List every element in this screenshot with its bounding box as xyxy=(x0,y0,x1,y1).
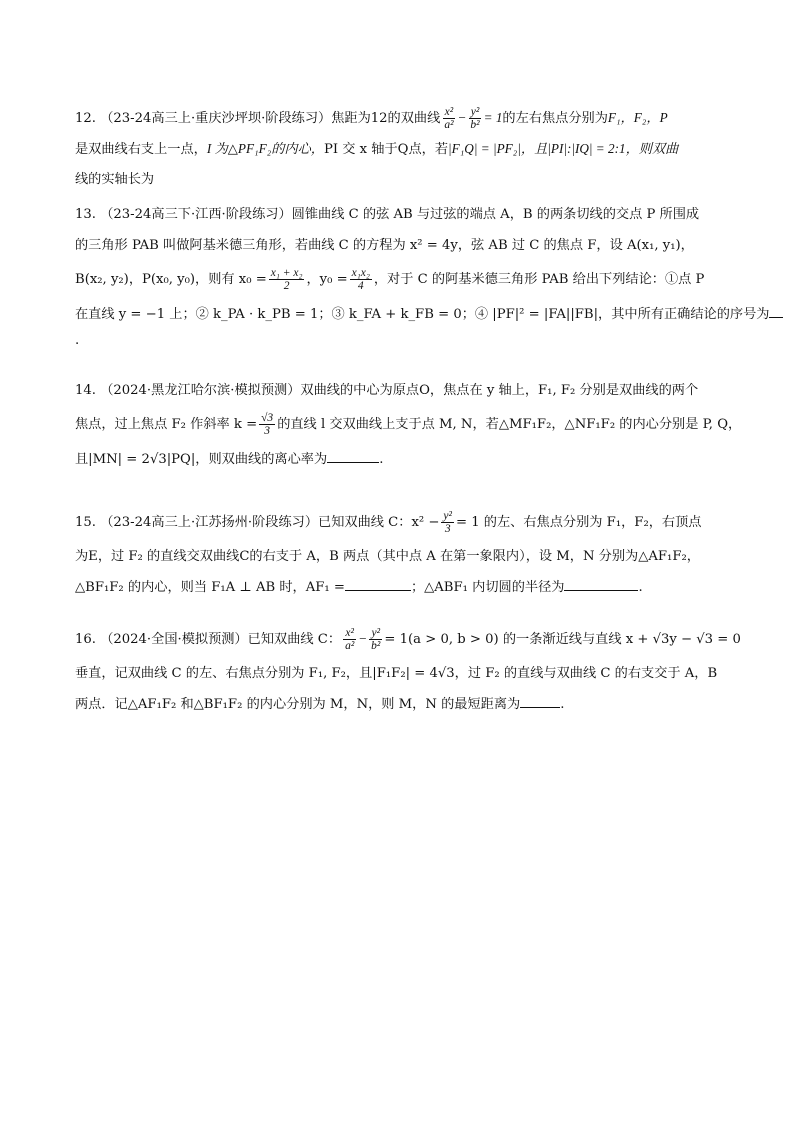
problem-14-line-1: 14. （2024·黑龙江哈尔滨·模拟预测）双曲线的中心为原点O，焦点在 y 轴上，F₁, F₂ 分别是双曲线的两个 xyxy=(75,383,699,398)
problem-13-line-5: . xyxy=(75,333,80,348)
problem-source: （23-24高三上·重庆沙坪坝·阶段练习） xyxy=(100,111,332,126)
problem-15-line-1: 15. （23-24高三上·江苏扬州·阶段练习）已知双曲线 C：x² − $\frac{\text{y²}}{3}$ = 1 的左、右焦点分别为 F₁，F₂，右顶点 xyxy=(75,510,702,535)
problem-15-line-2: 为E，过 F₂ 的直线交双曲线C的右支于 A，B 两点（其中点 A 在第一象限内），设 M，N 分别为△AF₁F₂， xyxy=(75,549,700,564)
problem-16 xyxy=(75,620,741,720)
problem-source: （2024·全国·模拟预测） xyxy=(100,632,248,647)
problem-number: 15. xyxy=(75,515,96,530)
answer-blank xyxy=(345,576,411,591)
problem-number: 13. xyxy=(75,207,96,222)
problem-number: 12. xyxy=(75,111,96,126)
problem-13-line-2: 的三角形 PAB 叫做阿基米德三角形，若曲线 C 的方程为 x² = 4y，弦 AB 过 C 的焦点 F，设 A(x₁, y₁)， xyxy=(75,238,694,253)
fraction: $\frac{\text{x₁ + x₂}}{2}$ xyxy=(270,267,303,292)
answer-blank xyxy=(520,693,560,708)
problem-13 xyxy=(75,199,770,352)
fraction: $\frac{\text{x₁x₂}}{4}$ xyxy=(351,267,370,292)
problem-16-line-1: 16. （2024·全国·模拟预测）已知双曲线 C： $\frac{\text{x²}}{\text{a²}}$ − $\frac{\text{y²}}{\text{b²}}$ = 1(a > 0, b > 0) 的一条渐近线与直线 x + √3y − √3 = 0 xyxy=(75,627,741,652)
problem-number: 14. xyxy=(75,383,96,398)
problem-source: （23-24高三上·江苏扬州·阶段练习） xyxy=(100,515,319,530)
problem-15 xyxy=(75,505,735,603)
answer-blank xyxy=(769,303,783,318)
problem-16-line-3: 两点．记△AF₁F₂ 和△BF₁F₂ 的内心分别为 M，N，则 M，N 的最短距离为 . xyxy=(75,689,735,720)
problem-13-line-3: B(x₂, y₂)，P(x₀, y₀)，则有 x₀ = $\frac{\text{x₁ + x₂}}{2}$ ，y₀ = $\frac{\text{x₁x₂}}{4}$ ，对于 C 的阿基米德三角形 PAB 给出下列结论：①点 P xyxy=(75,267,705,292)
problem-15-line-3: △BF₁F₂ 的内心，则当 F₁A ⊥ AB 时，AF₁ = ；△ABF₁ 内切圆的半径为 . xyxy=(75,572,735,603)
problem-source: （2024·黑龙江哈尔滨·模拟预测） xyxy=(100,383,301,398)
fraction: $\frac{√3}{3}$ xyxy=(261,412,274,437)
answer-blank xyxy=(327,448,379,463)
problem-16-line-2: 垂直，记双曲线 C 的左、右焦点分别为 F₁, F₂，且|F₁F₂| = 4√3，过 F₂ 的直线与双曲线 C 的右支交于 A，B xyxy=(75,666,718,681)
problem-number: 16. xyxy=(75,632,96,647)
problem-13-line-4: 在直线 y = −1 上；② k_PA · k_PB = 1；③ k_FA + k_FB = 0；④ |PF|² = |FA||FB|，其中所有正确结论的序号为 xyxy=(75,299,735,330)
fraction: $\frac{\text{y²}}{3}$ xyxy=(443,510,452,535)
problem-13-line-1: 13. （23-24高三下·江西·阶段练习）圆锥曲线 C 的弦 AB 与过弦的端点 A，B 的两条切线的交点 P 所围成 xyxy=(75,207,700,222)
problem-text: 焦距为12的双曲线 xyxy=(331,111,441,126)
problem-source: （23-24高三下·江西·阶段练习） xyxy=(100,207,292,222)
answer-blank xyxy=(564,576,638,591)
fraction: $\frac{\text{y²}}{\text{b²}}$ xyxy=(470,106,480,131)
problem-12-line-3: 线的实轴长为 xyxy=(75,172,155,187)
fraction: $\frac{\text{x²}}{\text{a²}}$ xyxy=(345,627,355,652)
problem-14-line-2: 焦点，过上焦点 F₂ 作斜率 k = $\frac{√3}{3}$ 的直线 l 交双曲线上支于点 M, N，若△MF₁F₂，△NF₁F₂ 的内心分别是 P, Q， xyxy=(75,412,742,437)
problem-12-line-2: 是双曲线右支上一点，I 为△PF₁F₂的内心，PI 交 x 轴于Q点，若|F₁Q| = |PF₂|，且|PI|:|IQ| = 2:1，则双曲 xyxy=(75,141,679,157)
problem-12-line-1: 12. （23-24高三上·重庆沙坪坝·阶段练习）焦距为12的双曲线 $\frac{\text{x²}}{\text{a²}}$ − $\frac{\text{y²}}{\text{b²}}$ = 1的左右焦点分别为F₁，F₂，P xyxy=(75,106,668,131)
problem-text: 的左右焦点分别为 xyxy=(502,111,608,126)
fraction: $\frac{\text{y²}}{\text{b²}}$ xyxy=(371,627,381,652)
problem-14 xyxy=(75,375,742,475)
problem-12 xyxy=(75,102,735,195)
math-text: F₁，F₂，P xyxy=(607,110,668,125)
problem-14-line-3: 且|MN| = 2√3|PQ|，则双曲线的离心率为 . xyxy=(75,444,735,475)
fraction: $\frac{\text{x²}}{\text{a²}}$ xyxy=(444,106,454,131)
